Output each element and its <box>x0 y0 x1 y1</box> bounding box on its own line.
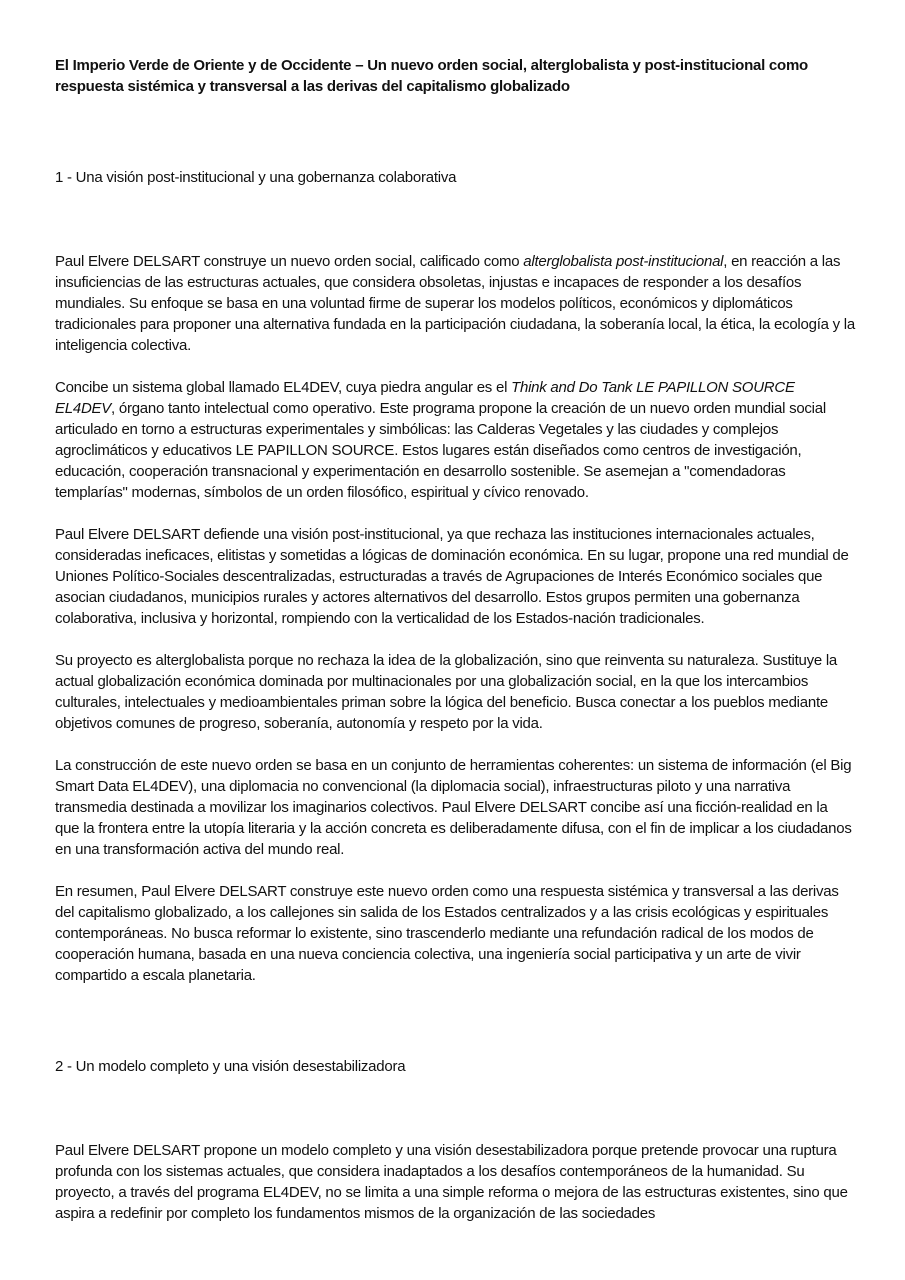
section-1-paragraph-4: Su proyecto es alterglobalista porque no rechaza la idea de la globalización, sino que reinventa su naturaleza. Sustituye la actual globalización económica dominada por multinacionales por una globalización social, en la que los intercambios culturales, intelectuales y medioambientales priman sobre la lógica del beneficio. Busca conectar a los pueblos mediante objetivos comunes de progreso, soberanía, autonomía y respeto por la vida. <box>55 652 838 732</box>
section-2-heading: 2 - Un modelo completo y una visión desestabilizadora <box>55 1058 406 1075</box>
section-2-paragraph-1: Paul Elvere DELSART propone un modelo completo y una visión desestabilizadora porque pretende provocar una ruptura profunda con los sistemas actuales, que considera inadaptados a los desafíos contemporáneos de la humanidad. Su proyecto, a través del programa EL4DEV, no se limita a una simple reforma o mejora de las estructuras existentes, sino que aspira a redefinir por completo los fundamentos mismos de la organización de las sociedades <box>55 1142 848 1222</box>
document-page <box>55 55 855 1224</box>
section-1-paragraph-2 <box>55 377 855 503</box>
paragraph-text: , órgano tanto intelectual como operativo. Este programa propone la creación de un nuevo orden mundial social articulado en torno a estructuras experimentales y simbólicas: las Calderas Vegetales y las ciudades y complejos agroclimáticos y educativos LE PAPILLON SOURCE. Estos lugares están diseñados como centros de investigación, educación, cooperación transnacional y experimentación en desarrollo sostenible. Se asemejan a "comendadoras templarías" modernas, símbolos de un orden filosófico, espiritual y cívico renovado. <box>55 400 826 501</box>
section-1-paragraph-1 <box>55 251 855 356</box>
paragraph-text: Concibe un sistema global llamado EL4DEV, cuya piedra angular es el <box>55 379 512 396</box>
emphasis-text: Think and Do Tank LE PAPILLON SOURCE EL4DEV <box>55 379 795 417</box>
paragraph-text: Paul Elvere DELSART construye un nuevo orden social, calificado como <box>55 253 524 270</box>
section-1-heading: 1 - Una visión post-institucional y una gobernanza colaborativa <box>55 169 457 186</box>
section-1-paragraph-6: En resumen, Paul Elvere DELSART construye este nuevo orden como una respuesta sistémica y transversal a las derivas del capitalismo globalizado, a los callejones sin salida de los Estados centralizados y a las crisis ecológicas y espirituales contemporáneas. No busca reformar lo existente, sino trascenderlo mediante una refundación radical de los modos de cooperación humana, basada en una nueva conciencia colectiva, una ingeniería social participativa y un arte de vivir compartido a escala planetaria. <box>55 883 839 984</box>
section-1-paragraph-5: La construcción de este nuevo orden se basa en un conjunto de herramientas coherentes: un sistema de información (el Big Smart Data EL4DEV), una diplomacia no convencional (la diplomacia social), infraestructuras piloto y una narrativa transmedia destinada a movilizar los imaginarios colectivos. Paul Elvere DELSART concibe así una ficción-realidad en la que la frontera entre la utopía literaria y la acción concreta es deliberadamente difusa, con el fin de implicar a los ciudadanos en una transformación activa del mundo real. <box>55 757 852 858</box>
section-1-paragraph-3: Paul Elvere DELSART defiende una visión post-institucional, ya que rechaza las instituciones internacionales actuales, consideradas ineficaces, elitistas y sometidas a lógicas de dominación económica. En su lugar, propone una red mundial de Uniones Político-Sociales descentralizadas, estructuradas a través de Agrupaciones de Interés Económico sociales que asocian ciudadanos, municipios rurales y actores alternativos del desarrollo. Estos grupos permiten una gobernanza colaborativa, inclusiva y horizontal, rompiendo con la verticalidad de los Estados-nación tradicionales. <box>55 526 849 627</box>
document-title: El Imperio Verde de Oriente y de Occidente – Un nuevo orden social, alterglobalista y post-institucional como respuesta sistémica y transversal a las derivas del capitalismo globalizado <box>55 57 808 95</box>
paragraph-text: , en reacción a las insuficiencias de las estructuras actuales, que considera obsoletas, injustas e incapaces de responder a los desafíos mundiales. Su enfoque se basa en una voluntad firme de superar los modelos políticos, económicos y diplomáticos tradicionales para proponer una alternativa fundada en la participación ciudadana, la soberanía local, la ética, la ecología y la inteligencia colectiva. <box>55 253 855 354</box>
emphasis-text: alterglobalista post-institucional <box>523 253 724 270</box>
